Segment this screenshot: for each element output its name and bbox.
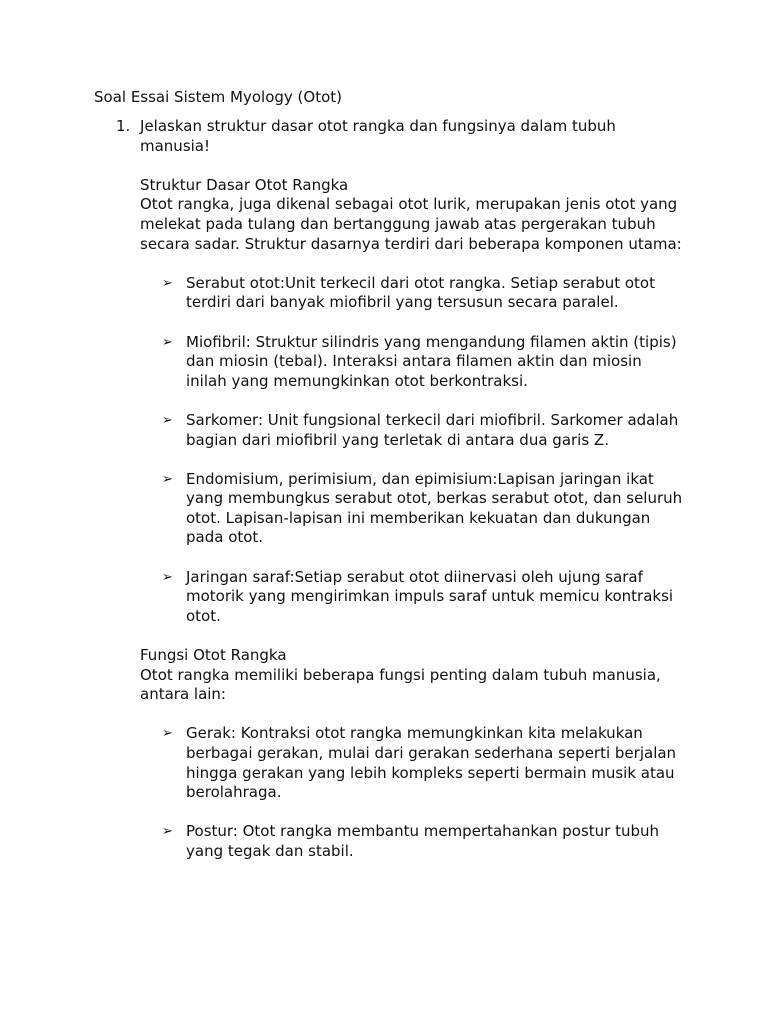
question-text: Jelaskan struktur dasar otot rangka dan fungsinya dalam tubuh manusia! xyxy=(140,117,616,155)
section-struktur xyxy=(140,176,685,627)
list-item-text: Postur: Otot rangka membantu mempertahankan postur tubuh yang tegak dan stabil. xyxy=(186,822,660,860)
document-title: Soal Essai Sistem Myology (Otot) xyxy=(94,88,343,106)
section-intro: Otot rangka, juga dikenal sebagai otot lurik, merupakan jenis otot yang melekat pada tulang dan bertanggung jawab atas pergerakan tubuh secara sadar. Struktur dasarnya terdiri dari beberapa komponen utama: xyxy=(140,195,682,253)
section-fungsi xyxy=(140,646,685,862)
section-heading: Fungsi Otot Rangka xyxy=(140,646,287,665)
list-item xyxy=(140,724,685,802)
question-body xyxy=(140,117,685,881)
arrowhead-bullet-icon: ➢ xyxy=(162,275,173,291)
question-number: 1. xyxy=(116,117,131,135)
list-item xyxy=(140,274,685,313)
list-item-text: Gerak: Kontraksi otot rangka memungkinkan kita melakukan berbagai gerakan, mulai dari gerakan sederhana seperti berjalan hingga gerakan yang lebih kompleks seperti bermain musik atau berolahraga. xyxy=(186,724,677,802)
list-item xyxy=(140,470,685,548)
list-item-text: Sarkomer: Unit fungsional terkecil dari miofibril. Sarkomer adalah bagian dari miofibril yang terletak di antara dua garis Z. xyxy=(186,410,679,449)
arrowhead-bullet-icon: ➢ xyxy=(162,471,173,487)
list-item xyxy=(140,411,685,450)
list-item-text: Jaringan saraf:Setiap serabut otot diinervasi oleh ujung saraf motorik yang mengirimkan impuls saraf untuk memicu kontraksi otot. xyxy=(186,567,674,625)
arrowhead-bullet-icon: ➢ xyxy=(162,569,173,585)
list-item-text: Miofibril: Struktur silindris yang mengandung filamen aktin (tipis) dan miosin (tebal). Interaksi antara filamen aktin dan miosin inilah yang memungkinkan otot berkontraksi. xyxy=(186,332,677,390)
arrowhead-bullet-icon: ➢ xyxy=(162,412,173,428)
list-item xyxy=(140,568,685,627)
list-item-text: Serabut otot:Unit terkecil dari otot rangka. Setiap serabut otot terdiri dari banyak miofibril yang tersusun secara paralel. xyxy=(186,273,655,312)
bullet-list xyxy=(140,724,685,861)
arrowhead-bullet-icon: ➢ xyxy=(162,824,173,840)
list-item xyxy=(140,822,685,861)
section-intro: Otot rangka memiliki beberapa fungsi penting dalam tubuh manusia, antara lain: xyxy=(140,665,661,704)
bullet-list xyxy=(140,274,685,627)
arrowhead-bullet-icon: ➢ xyxy=(162,334,173,350)
arrowhead-bullet-icon: ➢ xyxy=(162,726,173,742)
list-item-text: Endomisium, perimisium, dan epimisium:Lapisan jaringan ikat yang membungkus serabut otot, berkas serabut otot, dan seluruh otot. Lapisan-lapisan ini memberikan kekuatan dan dukungan pada otot. xyxy=(186,469,683,547)
list-item xyxy=(140,333,685,392)
section-heading: Struktur Dasar Otot Rangka xyxy=(140,175,349,194)
